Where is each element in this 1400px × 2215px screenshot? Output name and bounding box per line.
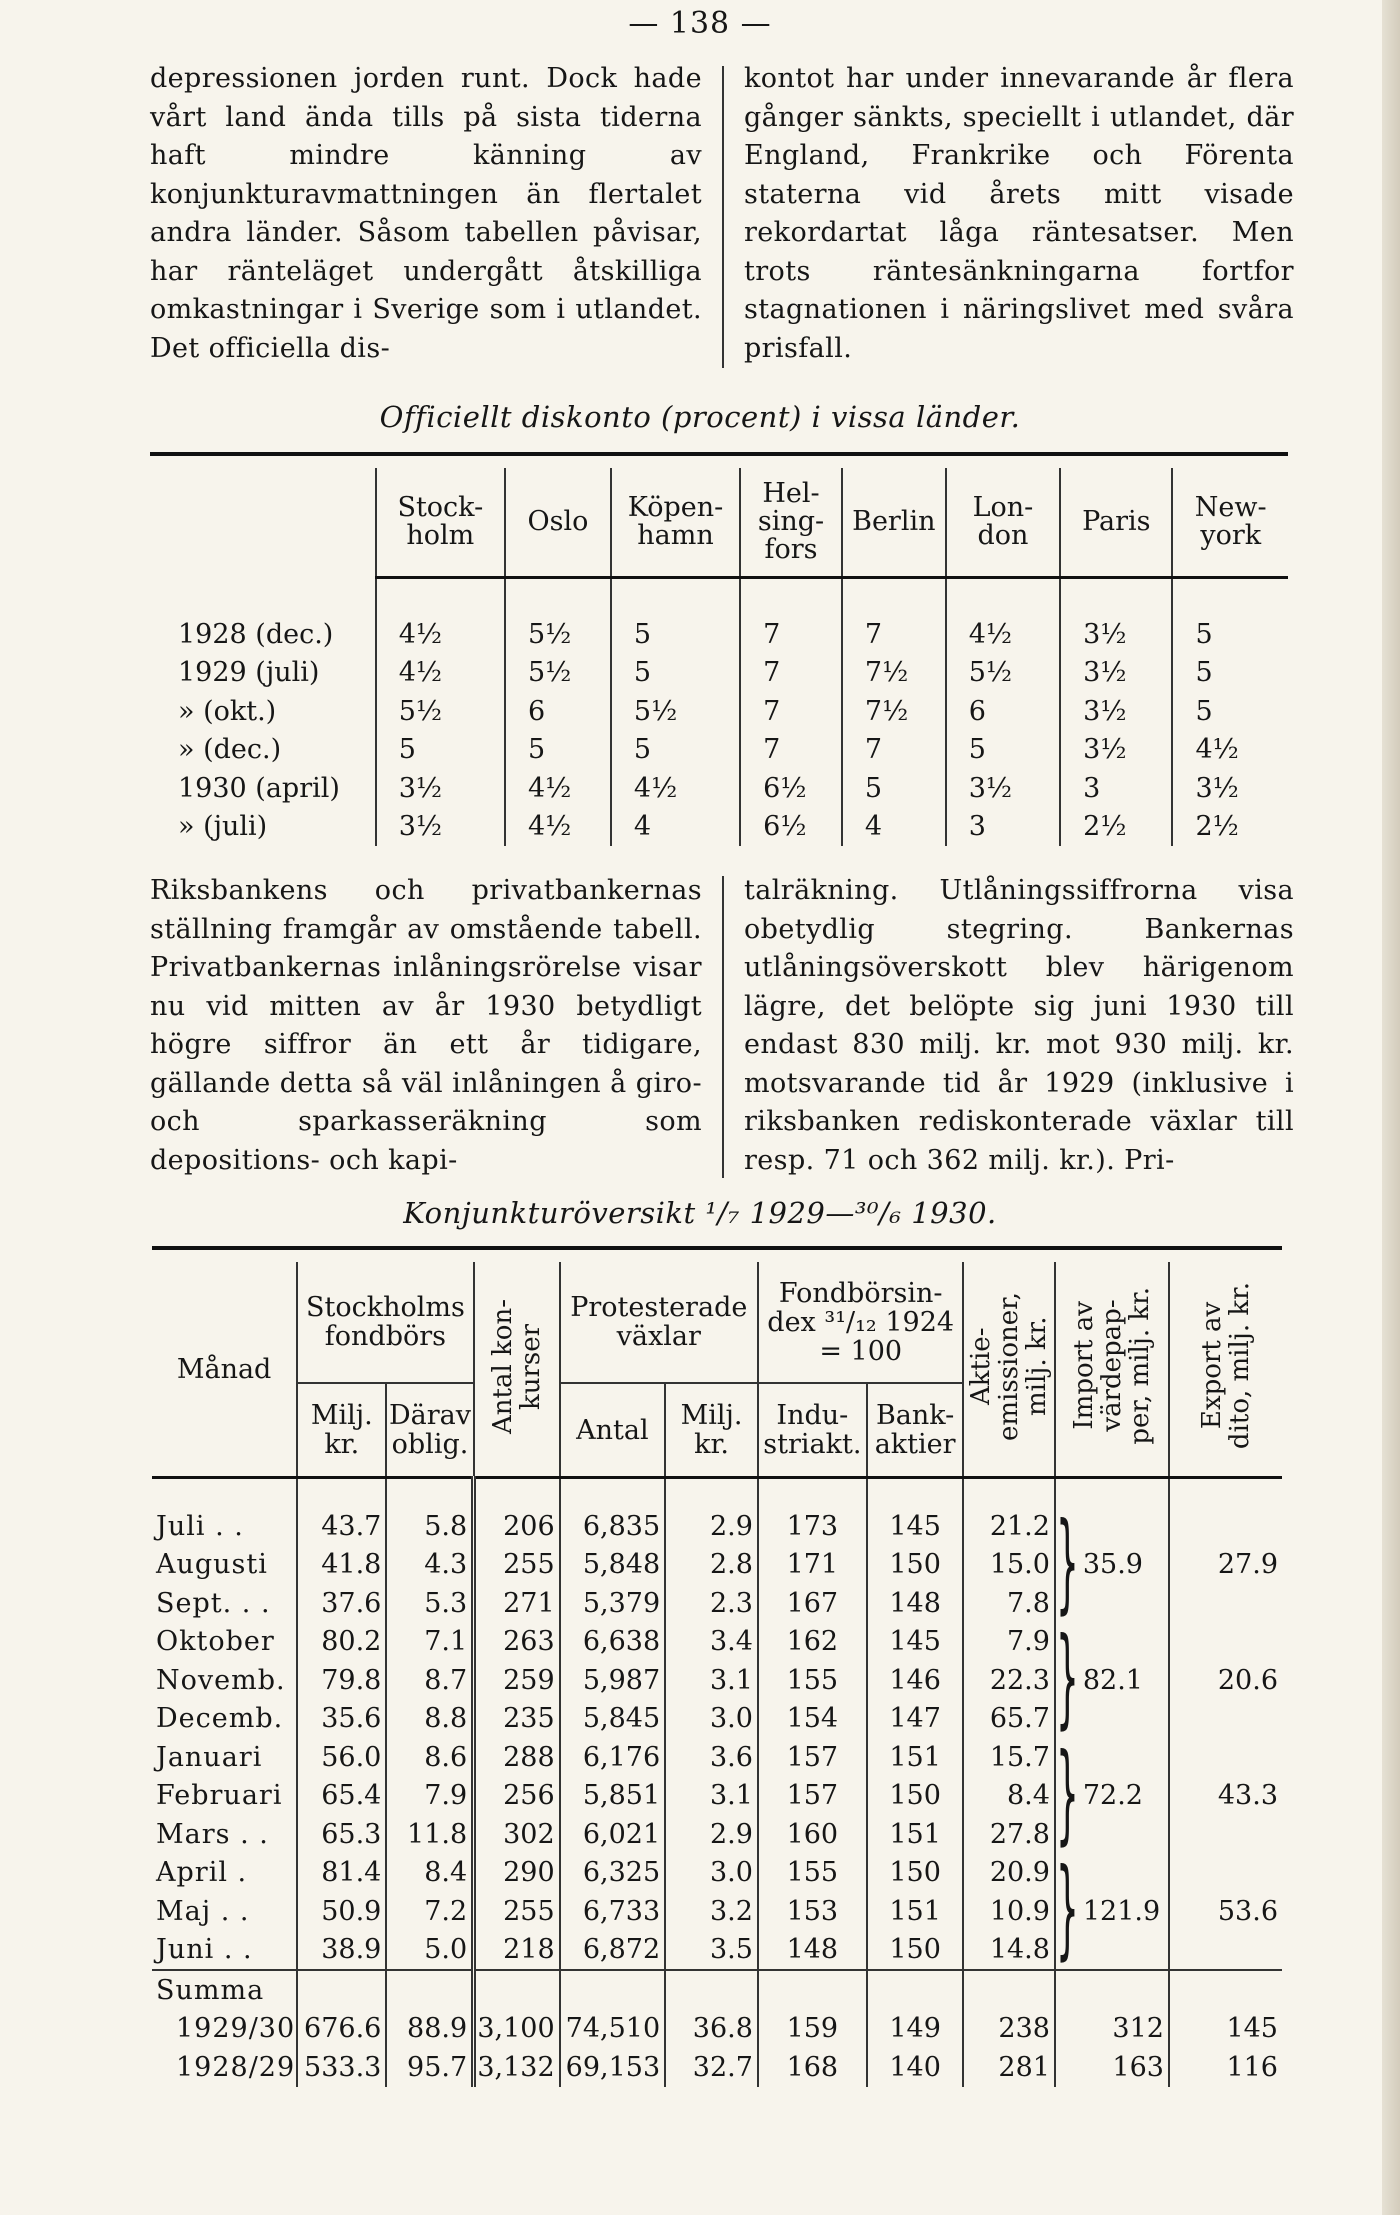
brace-icon: } (1055, 1733, 1079, 1857)
konj-cell-emis: 8.4 (963, 1777, 1054, 1816)
discount-cell: 5 (842, 769, 946, 808)
quarter-import-value: 35.9 (1082, 1549, 1143, 1580)
header-protest: Protesterade växlar (560, 1262, 758, 1383)
konj-cell-konk: 256 (474, 1777, 560, 1816)
konj-cell-pmilj: 3.1 (665, 1777, 758, 1816)
summa-blank-cell (386, 1970, 473, 2010)
discount-row (150, 654, 1288, 693)
konj-cell-indu: 167 (758, 1584, 867, 1623)
konj-cell-emis: 14.8 (963, 1931, 1054, 1971)
konj-cell-milj: 65.3 (297, 1815, 386, 1854)
discount-cell: 3½ (1060, 654, 1172, 693)
discount-header-cell: Stock- holm (376, 468, 505, 578)
konj-cell-pmilj: 3.2 (665, 1892, 758, 1931)
konj-cell-emis: 27.8 (963, 1815, 1054, 1854)
month-label: Sept. . . (156, 1587, 271, 1619)
konj-cell-indu: 173 (758, 1507, 867, 1546)
discount-header-cell: Berlin (842, 468, 946, 578)
discount-cell: 7 (740, 615, 842, 654)
discount-row-label: » (juli) (178, 811, 268, 843)
header-konkurser (474, 1262, 560, 1478)
discount-cell: 5½ (505, 654, 611, 693)
header-import-text: Import av värdepap- per, milj. kr. (1068, 1287, 1155, 1445)
konj-cell-oblig: 5.8 (386, 1507, 473, 1546)
summa-blank-cell (474, 1970, 560, 2010)
konj-cell-konk: 302 (474, 1815, 560, 1854)
middle-right-column: talräkning. Utlåningssiffrorna visa obetydlig stegring. Bankernas utlåningsöverskott blev härigenom lägre, det belöpte sig juni 1930 till endast 830 milj. kr. mot 930 milj. kr. motsvarande tid år 1929 (inklusive i riksbanken rediskonterade växlar till resp. 71 och 362 milj. kr.). Pri- (744, 875, 1294, 1176)
spacer-cell (946, 578, 1060, 616)
discount-cell: 4 (842, 808, 946, 847)
spacer-cell (152, 1478, 297, 1508)
konj-cell-export: 43.3 (1169, 1738, 1282, 1854)
month-label: Juni . . (156, 1934, 253, 1966)
konj-cell-indu: 154 (758, 1700, 867, 1739)
konj-cell-antal: 6,835 (560, 1507, 666, 1546)
summa-cell-pmilj: 36.8 (665, 2010, 758, 2049)
summa-blank-cell (963, 1970, 1054, 2010)
discount-row (150, 769, 1288, 808)
konj-cell-indu: 171 (758, 1546, 867, 1585)
konj-cell-indu: 148 (758, 1931, 867, 1971)
brace-icon: } (1055, 1849, 1079, 1972)
konj-cell-antal: 6,638 (560, 1623, 666, 1662)
discount-cell: 5 (505, 731, 611, 770)
konj-cell-pmilj: 2.3 (665, 1584, 758, 1623)
konj-cell-milj: 80.2 (297, 1623, 386, 1662)
konj-cell-antal: 6,325 (560, 1854, 666, 1893)
konj-cell-bank: 147 (867, 1700, 964, 1739)
konj-cell-pmilj: 3.6 (665, 1738, 758, 1777)
konj-cell-indu: 160 (758, 1815, 867, 1854)
summa-blank-cell (560, 1970, 666, 2010)
header-export (1169, 1262, 1282, 1478)
discount-cell: 5 (611, 731, 740, 770)
discount-cell: 3½ (376, 769, 505, 808)
konj-cell-oblig: 8.4 (386, 1854, 473, 1893)
konj-cell-bank: 145 (867, 1507, 964, 1546)
page-number: — 138 — (628, 6, 772, 41)
discount-row (150, 615, 1288, 654)
discount-cell: 7½ (842, 692, 946, 731)
header-stockholm-milj: Milj. kr. (297, 1383, 386, 1478)
konj-cell-emis: 65.7 (963, 1700, 1054, 1739)
konj-cell-oblig: 8.7 (386, 1661, 473, 1700)
konj-cell-emis: 7.9 (963, 1623, 1054, 1662)
header-import (1055, 1262, 1169, 1478)
konj-cell-bank: 151 (867, 1892, 964, 1931)
konj-cell-konk: 290 (474, 1854, 560, 1893)
summa-blank-cell (758, 1970, 867, 2010)
month-label: Juli . . (156, 1510, 244, 1542)
quarter-import-value: 72.2 (1082, 1780, 1143, 1811)
konj-cell-konk: 263 (474, 1623, 560, 1662)
column-divider (722, 876, 724, 1178)
discount-header-cell: Oslo (505, 468, 611, 578)
konj-cell-oblig: 7.9 (386, 1777, 473, 1816)
konj-cell-oblig: 8.8 (386, 1700, 473, 1739)
summa-cell-pmilj: 32.7 (665, 2048, 758, 2087)
konj-cell-pmilj: 3.1 (665, 1661, 758, 1700)
spacer-cell (611, 578, 740, 616)
summa-label-row (152, 1970, 1282, 2010)
discount-cell: 5 (946, 731, 1060, 770)
summa-cell-export: 116 (1169, 2048, 1282, 2087)
konj-cell-milj: 43.7 (297, 1507, 386, 1546)
summa-cell-bank: 149 (867, 2010, 964, 2049)
konj-cell-import (1055, 1502, 1169, 1626)
discount-row-label: » (okt.) (178, 695, 277, 727)
konj-cell-emis: 21.2 (963, 1507, 1054, 1546)
header-protest-milj: Milj. kr. (665, 1383, 758, 1478)
konj-cell-antal: 6,733 (560, 1892, 666, 1931)
konj-cell-konk: 218 (474, 1931, 560, 1971)
summa-blank-cell (1055, 1970, 1169, 2010)
discount-cell: 5½ (505, 615, 611, 654)
month-label: Mars . . (156, 1818, 269, 1850)
konj-cell-bank: 146 (867, 1661, 964, 1700)
header-month: Månad (152, 1262, 297, 1478)
brace-icon: } (1055, 1618, 1079, 1741)
spacer-cell (297, 1478, 386, 1508)
spacer-cell (474, 1478, 560, 1508)
konj-cell-bank: 150 (867, 1777, 964, 1816)
summa-row-label: 1928/29 (176, 2051, 296, 2083)
discount-row (150, 692, 1288, 731)
konj-cell-konk: 206 (474, 1507, 560, 1546)
discount-cell: 2½ (1060, 808, 1172, 847)
summa-blank-cell (867, 1970, 964, 2010)
spacer-cell (963, 1478, 1054, 1508)
header-stockholm-oblig: Därav oblig. (386, 1383, 473, 1478)
discount-cell: 5 (611, 654, 740, 693)
konj-cell-konk: 255 (474, 1546, 560, 1585)
discount-cell: 4½ (611, 769, 740, 808)
discount-cell: 7 (842, 615, 946, 654)
summa-blank-cell (297, 1970, 386, 2010)
konj-cell-milj: 65.4 (297, 1777, 386, 1816)
spacer-cell (1169, 1478, 1282, 1508)
konj-cell-antal: 5,848 (560, 1546, 666, 1585)
summa-cell-milj: 533.3 (297, 2048, 386, 2087)
discount-cell: 5½ (376, 692, 505, 731)
spacer-cell (1172, 578, 1288, 616)
konjunktur-table (152, 1262, 1282, 2087)
konj-table-caption: Konjunkturöversikt ¹/₇ 1929—³⁰/₆ 1930. (403, 1196, 997, 1230)
konj-cell-antal: 6,872 (560, 1931, 666, 1971)
discount-cell: 4½ (505, 769, 611, 808)
summa-cell-milj: 676.6 (297, 2010, 386, 2049)
discount-row-label: 1930 (april) (178, 772, 340, 804)
summa-cell-konk: 3,100 (474, 2010, 560, 2049)
header-emissioner (963, 1262, 1054, 1478)
discount-header-cell: Lon- don (946, 468, 1060, 578)
header-export-text: Export av dito, milj. kr. (1196, 1282, 1255, 1450)
discount-cell: 3 (1060, 769, 1172, 808)
konj-cell-import (1055, 1733, 1169, 1857)
konj-cell-milj: 50.9 (297, 1892, 386, 1931)
discount-row-label: 1929 (juli) (178, 657, 320, 689)
konj-cell-emis: 7.8 (963, 1584, 1054, 1623)
konj-cell-konk: 259 (474, 1661, 560, 1700)
discount-cell: 3½ (1172, 769, 1288, 808)
konj-spacer-row (152, 1478, 1282, 1508)
discount-spacer-row (150, 578, 1288, 616)
konj-cell-oblig: 7.1 (386, 1623, 473, 1662)
spacer-cell (560, 1478, 666, 1508)
discount-table-caption: Officiellt diskonto (procent) i vissa länder. (379, 400, 1021, 434)
discount-cell: 5½ (946, 654, 1060, 693)
summa-cell-export: 145 (1169, 2010, 1282, 2049)
konj-cell-bank: 151 (867, 1738, 964, 1777)
summa-cell-oblig: 88.9 (386, 2010, 473, 2049)
discount-cell: 6 (505, 692, 611, 731)
summa-cell-indu: 159 (758, 2010, 867, 2049)
intro-right-column: kontot har under innevarande år flera gånger sänkts, speciellt i utlandet, där England, Frankrike och Förenta staterna vid årets mitt visade rekordartat låga räntesatser. Men trots räntesänkningarna fortfor stagnationen i näringslivet med svåra prisfall. (744, 63, 1294, 364)
spacer-cell (867, 1478, 964, 1508)
konj-cell-milj: 37.6 (297, 1584, 386, 1623)
discount-cell: 5 (1172, 654, 1288, 693)
discount-cell: 3 (946, 808, 1060, 847)
discount-cell: 3½ (1060, 692, 1172, 731)
konj-cell-konk: 288 (474, 1738, 560, 1777)
summa-cell-konk: 3,132 (474, 2048, 560, 2087)
brace-icon: } (1055, 1502, 1079, 1626)
month-label: Oktober (156, 1626, 275, 1658)
konj-cell-pmilj: 2.9 (665, 1815, 758, 1854)
konj-cell-pmilj: 3.4 (665, 1623, 758, 1662)
konj-cell-indu: 157 (758, 1738, 867, 1777)
header-stockholm: Stockholms fondbörs (297, 1262, 473, 1383)
quarter-import-value: 121.9 (1082, 1895, 1161, 1927)
konj-cell-konk: 235 (474, 1700, 560, 1739)
konj-cell-milj: 56.0 (297, 1738, 386, 1777)
header-index: Fondbörsin- dex ³¹/₁₂ 1924 = 100 (758, 1262, 964, 1383)
konj-cell-konk: 271 (474, 1584, 560, 1623)
summa-row-label: 1929/30 (176, 2013, 296, 2045)
discount-header-cell: Hel- sing- fors (740, 468, 842, 578)
summa-cell-emis: 281 (963, 2048, 1054, 2087)
konj-cell-oblig: 7.2 (386, 1892, 473, 1931)
header-index-indu: Indu- striakt. (758, 1383, 867, 1478)
konj-cell-oblig: 11.8 (386, 1815, 473, 1854)
discount-cell: 6½ (740, 808, 842, 847)
discount-row (150, 731, 1288, 770)
discount-row-label: 1928 (dec.) (178, 618, 334, 650)
summa-cell-import: 163 (1055, 2048, 1169, 2087)
discount-row-label: » (dec.) (178, 734, 282, 766)
header-index-bank: Bank- aktier (867, 1383, 964, 1478)
spacer-cell (505, 578, 611, 616)
konj-cell-konk: 255 (474, 1892, 560, 1931)
konj-cell-antal: 5,379 (560, 1584, 666, 1623)
konj-cell-export: 27.9 (1169, 1507, 1282, 1623)
discount-cell: 3½ (1060, 615, 1172, 654)
discount-cell: 7 (842, 731, 946, 770)
discount-cell: 5 (611, 615, 740, 654)
month-label: Januari (156, 1741, 263, 1773)
discount-cell: 7 (740, 654, 842, 693)
month-label: Maj . . (156, 1895, 250, 1927)
konj-cell-oblig: 5.0 (386, 1931, 473, 1971)
month-label: Decemb. (156, 1703, 284, 1735)
discount-cell: 4½ (376, 654, 505, 693)
konj-cell-bank: 150 (867, 1854, 964, 1893)
spacer-cell (842, 578, 946, 616)
konj-cell-export: 53.6 (1169, 1854, 1282, 1971)
discount-cell: 7 (740, 692, 842, 731)
summa-cell-antal: 74,510 (560, 2010, 666, 2049)
konj-cell-import (1055, 1849, 1169, 1972)
konj-row (152, 1738, 1282, 1777)
discount-cell: 4½ (505, 808, 611, 847)
spacer-cell (665, 1478, 758, 1508)
month-label: Novemb. (156, 1664, 286, 1696)
discount-cell: 5½ (611, 692, 740, 731)
intro-left-column: depressionen jorden runt. Dock hade vårt land ända tills på sista tiderna haft mindre känning av konjunkturavmattningen än flertalet andra länder. Såsom tabellen påvisar, har ränteläget undergått åtskilliga omkastningar i Sverige som i utlandet. Det officiella dis- (150, 63, 702, 364)
header-konkurser-text: Antal kon- kurser (487, 1298, 546, 1434)
discount-header-blank (150, 468, 376, 578)
konj-row (152, 1854, 1282, 1893)
discount-cell: 5 (1172, 692, 1288, 731)
konj-cell-indu: 155 (758, 1854, 867, 1893)
month-label: Februari (156, 1780, 283, 1812)
konj-cell-indu: 162 (758, 1623, 867, 1662)
discount-cell: 6 (946, 692, 1060, 731)
konj-table-top-rule (152, 1246, 1282, 1250)
konj-cell-pmilj: 3.0 (665, 1700, 758, 1739)
spacer-cell (758, 1478, 867, 1508)
konj-cell-export: 20.6 (1169, 1623, 1282, 1739)
konj-cell-oblig: 5.3 (386, 1584, 473, 1623)
konj-cell-emis: 20.9 (963, 1854, 1054, 1893)
discount-cell: 4½ (1172, 731, 1288, 770)
page-edge (1382, 0, 1400, 2215)
discount-table (150, 468, 1288, 846)
konj-cell-indu: 155 (758, 1661, 867, 1700)
discount-cell: 7 (740, 731, 842, 770)
summa-cell-oblig: 95.7 (386, 2048, 473, 2087)
konj-cell-emis: 15.0 (963, 1546, 1054, 1585)
discount-cell: 3½ (376, 808, 505, 847)
spacer-cell (740, 578, 842, 616)
konj-cell-pmilj: 2.9 (665, 1507, 758, 1546)
discount-cell: 4½ (946, 615, 1060, 654)
summa-cell-bank: 140 (867, 2048, 964, 2087)
konj-cell-bank: 148 (867, 1584, 964, 1623)
konj-cell-bank: 151 (867, 1815, 964, 1854)
konj-cell-antal: 5,987 (560, 1661, 666, 1700)
konj-cell-bank: 145 (867, 1623, 964, 1662)
konj-cell-indu: 157 (758, 1777, 867, 1816)
header-emissioner-text: Aktie- emissioner, milj. kr. (966, 1291, 1053, 1441)
konj-cell-antal: 5,845 (560, 1700, 666, 1739)
column-divider (722, 66, 724, 368)
summa-row (152, 2010, 1282, 2049)
konj-cell-emis: 10.9 (963, 1892, 1054, 1931)
summa-row (152, 2048, 1282, 2087)
month-label: April . (156, 1857, 248, 1889)
konj-row (152, 1507, 1282, 1546)
discount-header-cell: Köpen- hamn (611, 468, 740, 578)
middle-left-column: Riksbankens och privatbankernas ställning framgår av omstående tabell. Privatbankernas inlåningsrörelse visar nu vid mitten av år 1930 betydligt högre siffror än ett år tidigare, gällande detta så väl inlåningen å giro- och sparkasseräkning som depositions- och kapi- (150, 875, 702, 1176)
summa-blank-cell (665, 1970, 758, 2010)
discount-cell: 5 (1172, 615, 1288, 654)
discount-cell: 5 (376, 731, 505, 770)
konj-cell-antal: 6,176 (560, 1738, 666, 1777)
header-protest-antal: Antal (560, 1383, 666, 1478)
summa-label: Summa (152, 1970, 297, 2010)
discount-header-cell: Paris (1060, 468, 1172, 578)
discount-header-cell: New- york (1172, 468, 1288, 578)
discount-table-top-rule (150, 452, 1288, 456)
konj-cell-bank: 150 (867, 1546, 964, 1585)
spacer-cell (150, 578, 376, 616)
konj-cell-pmilj: 3.0 (665, 1854, 758, 1893)
summa-cell-indu: 168 (758, 2048, 867, 2087)
summa-cell-emis: 238 (963, 2010, 1054, 2049)
konj-cell-antal: 6,021 (560, 1815, 666, 1854)
summa-cell-import: 312 (1055, 2010, 1169, 2049)
konj-cell-emis: 15.7 (963, 1738, 1054, 1777)
discount-cell: 2½ (1172, 808, 1288, 847)
konj-cell-pmilj: 2.8 (665, 1546, 758, 1585)
discount-row (150, 808, 1288, 847)
konj-cell-milj: 79.8 (297, 1661, 386, 1700)
konj-cell-antal: 5,851 (560, 1777, 666, 1816)
month-label: Augusti (156, 1549, 268, 1581)
konj-cell-milj: 81.4 (297, 1854, 386, 1893)
discount-cell: 3½ (1060, 731, 1172, 770)
summa-blank-cell (1169, 1970, 1282, 2010)
discount-cell: 3½ (946, 769, 1060, 808)
konj-cell-emis: 22.3 (963, 1661, 1054, 1700)
spacer-cell (386, 1478, 473, 1508)
konj-cell-bank: 150 (867, 1931, 964, 1971)
konj-cell-milj: 38.9 (297, 1931, 386, 1971)
discount-cell: 6½ (740, 769, 842, 808)
konj-row (152, 1623, 1282, 1662)
discount-cell: 4 (611, 808, 740, 847)
spacer-cell (1060, 578, 1172, 616)
discount-cell: 4½ (376, 615, 505, 654)
konj-cell-oblig: 4.3 (386, 1546, 473, 1585)
quarter-import-value: 82.1 (1082, 1664, 1143, 1696)
konj-cell-milj: 41.8 (297, 1546, 386, 1585)
konj-cell-milj: 35.6 (297, 1700, 386, 1739)
discount-cell: 7½ (842, 654, 946, 693)
konj-cell-import (1055, 1618, 1169, 1741)
konj-cell-indu: 153 (758, 1892, 867, 1931)
spacer-cell (376, 578, 505, 616)
summa-cell-antal: 69,153 (560, 2048, 666, 2087)
konj-cell-pmilj: 3.5 (665, 1931, 758, 1971)
konj-cell-oblig: 8.6 (386, 1738, 473, 1777)
